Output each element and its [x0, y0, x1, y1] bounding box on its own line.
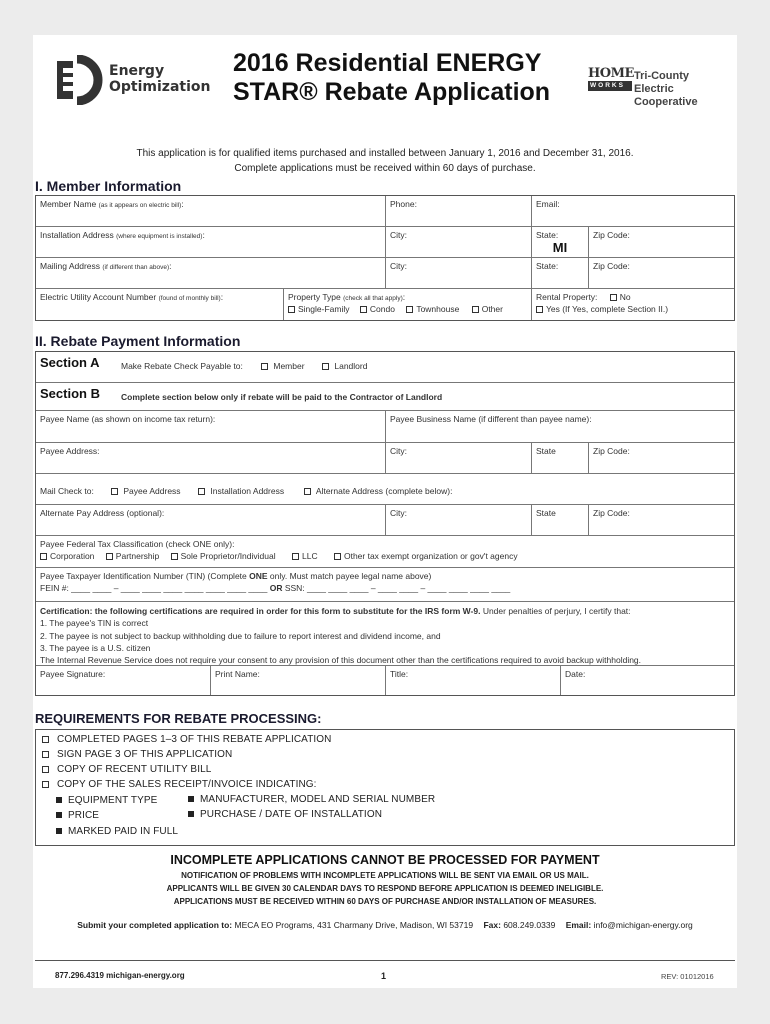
section-b-row — [36, 383, 734, 411]
install-state-field — [532, 227, 589, 258]
date-field[interactable] — [561, 666, 734, 695]
title-line-2: STAR® Rebate Application — [233, 78, 551, 106]
tax-other-checkbox[interactable] — [334, 551, 518, 561]
payable-to-label: Make Rebate Check Payable to: — [121, 361, 243, 371]
sub-left-2: PRICE — [68, 810, 100, 821]
sub-requirement — [188, 794, 435, 805]
payable-member-label: Member — [273, 361, 305, 371]
cert-item-3: 3. The payee is a U.S. citizen — [40, 642, 151, 653]
alternate-state-label: State — [536, 508, 556, 518]
payee-signature-field[interactable] — [36, 666, 211, 695]
payee-state-label: State — [536, 446, 556, 456]
title-field[interactable] — [386, 666, 561, 695]
tin-label-post: only. Must match payee legal name above) — [267, 571, 432, 581]
rental-no-label: No — [619, 292, 631, 302]
state-value: MI — [552, 240, 568, 255]
property-condo-checkbox[interactable] — [360, 304, 395, 314]
member-name-note: (as it appears on electric bill) — [98, 202, 182, 209]
corporation-label: Corporation — [50, 551, 95, 561]
footer-contact: 877.296.4319 michigan-energy.org — [55, 971, 185, 980]
section-b-note: Complete section below only if rebate will be paid to the Contractor of Landlord — [121, 392, 443, 402]
alternate-city-label: City: — [390, 508, 407, 518]
print-name-label: Print Name: — [215, 669, 260, 679]
tax-other-label: Other tax exempt organization or gov't agency — [343, 551, 518, 561]
tin-row[interactable] — [36, 568, 734, 602]
tax-classification-row — [36, 536, 734, 568]
rental-yes-label: Yes (If Yes, complete Section II.) — [546, 304, 669, 314]
tax-sole-proprietor-checkbox[interactable] — [171, 551, 276, 561]
cert-rest: Under penalties of perjury, I certify that: — [480, 606, 631, 616]
partnership-label: Partnership — [115, 551, 160, 561]
install-zip-label: Zip Code: — [593, 230, 630, 240]
brand-line-2: Optimization — [109, 79, 211, 95]
mail-payee-address-label: Payee Address — [123, 486, 181, 496]
member-info-table — [35, 195, 735, 321]
account-note: (found of monthly bill) — [158, 295, 221, 302]
mail-alternate-address-checkbox[interactable] — [304, 486, 452, 496]
signature-label: Payee Signature: — [40, 669, 106, 679]
requirement-item — [42, 749, 232, 760]
mail-installation-address-checkbox[interactable] — [198, 486, 284, 496]
mail-payee-address-checkbox[interactable] — [111, 486, 181, 496]
submit-address: MECA EO Programs, 431 Charmany Drive, Madison, WI 53719 — [234, 920, 474, 930]
section-a-label: Section A — [40, 355, 100, 370]
notice-line-1: NOTIFICATION OF PROBLEMS WITH INCOMPLETE APPLICATIONS WILL BE SENT VIA EMAIL OR US MAIL. — [181, 871, 589, 880]
energy-optimization-logo — [53, 55, 213, 115]
payable-member-checkbox[interactable] — [261, 361, 305, 371]
townhouse-label: Townhouse — [416, 304, 460, 314]
requirement-item — [42, 764, 211, 775]
homeworks-top: HOME — [588, 66, 634, 81]
submit-label: Submit your completed application to: — [77, 920, 233, 930]
revision: REV: 01012016 — [661, 972, 714, 981]
property-type-field: Property Type (check all that apply): Single-Family Condo Townhouse Other — [284, 289, 532, 320]
mailing-zip-label: Zip Code: — [593, 261, 630, 271]
intro-line-1: This application is for qualified items purchased and installed between January 1, 2016 and December 31, 2016. — [136, 148, 634, 159]
cert-item-1: 1. The payee's TIN is correct — [40, 618, 149, 629]
alternate-zip-label: Zip Code: — [593, 508, 630, 518]
sub-requirement — [188, 809, 382, 820]
cert-item-2: 2. The payee is not subject to backup withholding due to failure to report interest and dividend income, and — [40, 630, 441, 641]
homeworks-bottom: WORKS — [588, 81, 632, 91]
alternate-address-field[interactable] — [36, 505, 386, 536]
mailing-label: Mailing Address — [40, 261, 101, 271]
coop-line-2: Cooperative — [634, 96, 698, 108]
install-zip-field[interactable] — [589, 227, 734, 258]
page-title — [233, 49, 563, 107]
section-a-row — [36, 352, 734, 383]
title-line-1: 2016 Residential ENERGY — [233, 49, 542, 77]
mail-check-row — [36, 474, 734, 505]
payee-address-field[interactable] — [36, 443, 386, 474]
tax-corporation-checkbox[interactable] — [40, 551, 94, 561]
submit-email[interactable]: info@michigan-energy.org — [593, 920, 693, 930]
payee-business-label: Payee Business Name (if different than payee name): — [390, 414, 592, 424]
requirement-text-2: SIGN PAGE 3 OF THIS APPLICATION — [57, 749, 233, 760]
account-number-field[interactable]: Electric Utility Account Number (found of monthly bill): — [36, 289, 284, 320]
payee-state-field[interactable] — [532, 443, 589, 474]
payment-info-heading: II. Rebate Payment Information — [35, 333, 241, 349]
rental-label: Rental Property: — [536, 292, 598, 302]
mailing-address-field[interactable]: Mailing Address (if different than above): — [36, 258, 386, 289]
rental-property-field — [532, 289, 734, 320]
mailing-state-field[interactable] — [532, 258, 589, 289]
member-info-heading: I. Member Information — [35, 178, 182, 194]
sub-left-1: EQUIPMENT TYPE — [68, 795, 158, 806]
title-label: Title: — [390, 669, 409, 679]
payee-name-label: Payee Name (as shown on income tax return): — [40, 414, 216, 424]
mail-alternate-address-label: Alternate Address (complete below): — [315, 486, 453, 496]
sub-right-2: PURCHASE / DATE OF INSTALLATION — [200, 809, 383, 820]
payee-name-field[interactable] — [36, 411, 386, 443]
page-number: 1 — [381, 971, 387, 981]
mailing-city-label: City: — [390, 261, 407, 271]
sub-left-3: MARKED PAID IN FULL — [68, 826, 179, 837]
sole-proprietor-label: Sole Proprietor/Individual — [180, 551, 276, 561]
property-note: (check all that apply) — [343, 295, 403, 302]
requirements-heading: REQUIREMENTS FOR REBATE PROCESSING: — [35, 711, 322, 726]
form-page — [33, 35, 737, 988]
or-ssn: OR — [267, 583, 285, 593]
installation-address-field[interactable]: Installation Address (where equipment is installed): — [36, 227, 386, 258]
sub-requirement — [56, 826, 178, 837]
property-townhouse-checkbox[interactable] — [406, 304, 459, 314]
submit-email-label: Email: — [565, 920, 592, 930]
submit-line — [33, 920, 737, 930]
payable-landlord-checkbox[interactable] — [322, 361, 367, 371]
alternate-state-field[interactable] — [532, 505, 589, 536]
property-single-family-checkbox[interactable] — [288, 304, 350, 314]
rental-yes-checkbox[interactable] — [536, 304, 730, 314]
coop-line-1: Tri-County Electric — [634, 70, 689, 95]
homeworks-logo — [588, 67, 632, 97]
rental-no-checkbox[interactable] — [610, 292, 631, 302]
property-other-checkbox[interactable] — [472, 304, 503, 314]
install-state-label: State: — [536, 230, 559, 240]
mailing-city-field[interactable] — [386, 258, 532, 289]
member-name-label: Member Name — [40, 199, 97, 209]
requirement-text-1: COMPLETED PAGES 1–3 OF THIS REBATE APPLICATION — [57, 734, 332, 745]
email-field[interactable] — [532, 196, 734, 227]
requirement-item — [42, 779, 317, 790]
payee-address-label: Payee Address: — [40, 446, 100, 456]
mailing-state-label: State: — [536, 261, 559, 271]
requirement-text-4: COPY OF THE SALES RECEIPT/INVOICE INDICATING: — [57, 779, 317, 790]
single-family-label: Single-Family — [298, 304, 350, 314]
eo-logo-icon — [53, 55, 103, 105]
payee-city-label: City: — [390, 446, 407, 456]
property-label: Property Type — [288, 292, 341, 302]
account-label: Electric Utility Account Number — [40, 292, 157, 302]
tin-one: ONE — [249, 571, 268, 581]
fax-label: Fax: — [483, 920, 501, 930]
brand-line-1: Energy — [109, 63, 165, 79]
alternate-zip-field[interactable] — [589, 505, 734, 536]
sub-right-1: MANUFACTURER, MODEL AND SERIAL NUMBER — [200, 794, 436, 805]
tax-llc-checkbox[interactable] — [292, 551, 318, 561]
cert-note: The Internal Revenue Service does not require your consent to any provision of this document other than the certifications required to avoid backup withholding. — [40, 655, 642, 666]
ssn-line: SSN: ____ ____ ____ – ____ ____ – ____ ____ ____ ____ — [284, 583, 511, 593]
fax-number: 608.249.0339 — [503, 920, 556, 930]
date-label: Date: — [565, 669, 586, 679]
incomplete-notice-heading: INCOMPLETE APPLICATIONS CANNOT BE PROCESSED FOR PAYMENT — [170, 853, 600, 867]
payee-business-field[interactable] — [386, 411, 734, 443]
tax-class-label: Payee Federal Tax Classification (check ONE only): — [40, 539, 235, 549]
condo-label: Condo — [369, 304, 395, 314]
section-b-label: Section B — [40, 386, 100, 401]
alternate-address-label: Alternate Pay Address (optional): — [40, 508, 165, 518]
mail-installation-address-label: Installation Address — [210, 486, 285, 496]
requirements-box — [35, 729, 735, 846]
footer-rule — [35, 960, 735, 961]
other-label: Other — [481, 304, 503, 314]
requirement-item — [42, 734, 332, 745]
tax-partnership-checkbox[interactable] — [106, 551, 159, 561]
install-city-field[interactable] — [386, 227, 532, 258]
member-name-field[interactable]: Member Name (as it appears on electric bill): — [36, 196, 386, 227]
llc-label: LLC — [302, 551, 318, 561]
notice-line-3: APPLICATIONS MUST BE RECEIVED WITHIN 60 DAYS OF PURCHASE AND/OR INSTALLATION OF MEASURES. — [173, 897, 597, 906]
phone-label: Phone: — [390, 199, 417, 209]
phone-field[interactable] — [386, 196, 532, 227]
install-city-label: City: — [390, 230, 407, 240]
cert-bold: Certification: the following certifications are required in order for this form to substitute for the IRS form W-9. — [40, 606, 481, 616]
payee-zip-field[interactable] — [589, 443, 734, 474]
certification-block — [36, 602, 734, 666]
coop-name — [634, 70, 728, 109]
payee-city-field[interactable] — [386, 443, 532, 474]
sub-requirement — [56, 795, 157, 806]
requirement-text-3: COPY OF RECENT UTILITY BILL — [57, 764, 212, 775]
fein-line: FEIN #: ____ ____ – ____ ____ ____ ____ ____ ____ ____ — [40, 583, 268, 593]
email-label: Email: — [536, 199, 560, 209]
notice-line-2: APPLICANTS WILL BE GIVEN 30 CALENDAR DAYS TO RESPOND BEFORE APPLICATION IS DEEMED INELIGIBLE. — [166, 884, 604, 893]
intro-line-2: Complete applications must be received within 60 days of purchase. — [234, 163, 536, 174]
payee-zip-label: Zip Code: — [593, 446, 630, 456]
mail-check-label: Mail Check to: — [40, 486, 94, 496]
tin-label-pre: Payee Taxpayer Identification Number (TIN) (Complete — [40, 571, 250, 581]
tri-county-logo — [588, 65, 728, 108]
install-note: (where equipment is installed) — [116, 233, 203, 240]
print-name-field[interactable] — [211, 666, 386, 695]
install-label: Installation Address — [40, 230, 114, 240]
payment-info-table — [35, 351, 735, 696]
mailing-zip-field[interactable] — [589, 258, 734, 289]
alternate-city-field[interactable] — [386, 505, 532, 536]
payable-landlord-label: Landlord — [334, 361, 368, 371]
mailing-note: (if different than above) — [102, 264, 170, 271]
sub-requirement — [56, 810, 99, 821]
